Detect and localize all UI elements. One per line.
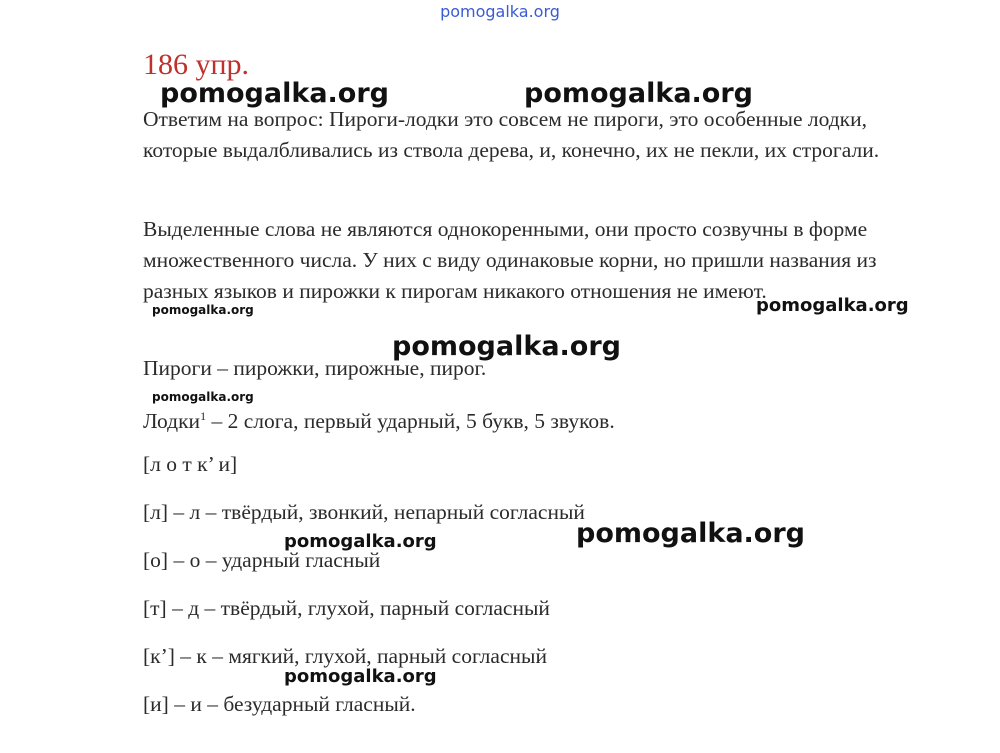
watermark: pomogalka.org [152, 303, 254, 317]
site-link[interactable]: pomogalka.org [440, 2, 560, 21]
phonetic-line: [о] – о – ударный гласный [143, 548, 381, 572]
phonetic-line: [т] – д – твёрдый, глухой, парный согласный [143, 596, 550, 620]
phonetic-line: [и] – и – безударный гласный. [143, 692, 416, 716]
watermark: pomogalka.org [392, 331, 621, 362]
paragraph-syllables [143, 401, 615, 437]
word-lodki: Лодки [143, 409, 201, 434]
watermark: pomogalka.org [152, 390, 254, 404]
syllable-info: – 2 слога, первый ударный, 5 букв, 5 звуков. [206, 409, 615, 434]
phonetic-line: [л] – л – твёрдый, звонкий, непарный согласный [143, 500, 585, 524]
paragraph-word-forms: Пироги – пирожки, пирожные, пирог. [143, 356, 487, 380]
watermark: pomogalka.org [756, 295, 909, 316]
paragraph-answer: Ответим на вопрос: Пироги-лодки это совсем не пироги, это особенные лодки, которые выдалбливались из ствола дерева, и, конечно, их не пекли, их строгали. [143, 107, 880, 162]
transcription: [л о т к’ и] [143, 452, 238, 476]
watermark: pomogalka.org [576, 518, 805, 549]
footnote-mark: 1 [200, 409, 207, 423]
watermark: pomogalka.org [160, 78, 389, 109]
watermark: pomogalka.org [524, 78, 753, 109]
watermark: pomogalka.org [284, 666, 437, 687]
watermark: pomogalka.org [284, 531, 437, 552]
phonetic-line: [к’] – к – мягкий, глухой, парный согласный [143, 644, 547, 668]
exercise-title: 186 упр. [143, 48, 250, 81]
paragraph-explanation: Выделенные слова не являются однокоренными, они просто созвучны в форме множественного числа. У них с виду одинаковые корни, но пришли названия из разных языков и пирожки к пирогам никакого отношения не имеют. [143, 217, 877, 303]
